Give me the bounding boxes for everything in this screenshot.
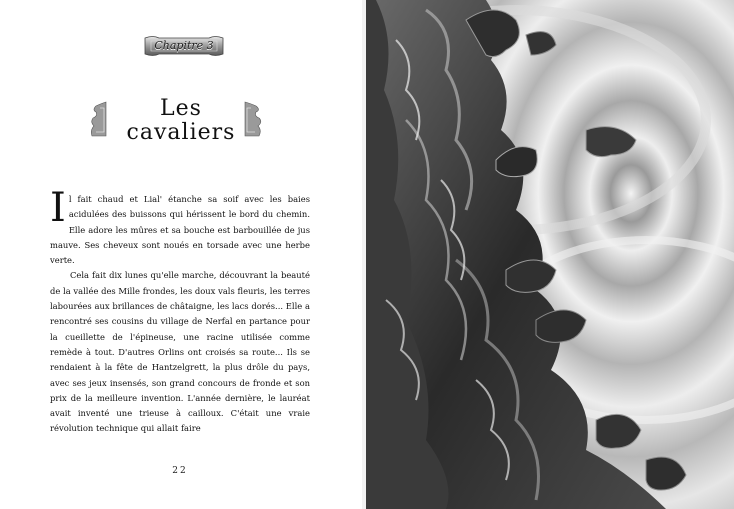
body-text bbox=[50, 185, 310, 437]
chapter-title bbox=[88, 96, 274, 150]
page-number: 22 bbox=[172, 466, 188, 476]
paragraph-2: Cela fait dix lunes qu'elle marche, découvrant la beauté de la vallée des Mille frondes, les doux vals fleuris, les terres labourées aux brillances de châtaigne, les lacs dorés... Elle a rencontré ses cousins du village de Nerfal en partance pour la cueillette de l'épineuse, une racine utilisée comme remède à tout. D'autres Orlins ont croisés sa route... Ils se rendaient à la fête de Hantzelgrett, la plus drôle du pays, avec ses jeux insensés, son grand concours de fronde et son prix de la meilleure invention. L'année dernière, le lauréat avait inventé une trieuse à cailloux. C'était une vraie révolution technique qui allait faire bbox=[50, 270, 310, 434]
drop-cap: I bbox=[50, 185, 66, 231]
paragraph-1-text: l fait chaud et Lial' étanche sa soif avec les baies acidulées des buissons qui hérissent le bord du chemin. Elle adore les mûres et sa bouche est barbouillée de jus mauve. Ses cheveux sont noués en torsade avec une herbe verte. bbox=[50, 194, 310, 266]
cavaliers-horses-illustration bbox=[366, 0, 734, 509]
chapter-plate bbox=[143, 33, 225, 59]
left-page bbox=[0, 0, 362, 509]
chapter-label: Chapitre 3 bbox=[154, 39, 214, 52]
title-line-1: Les bbox=[160, 96, 202, 121]
paragraph-1 bbox=[50, 185, 310, 268]
title-line-2: cavaliers bbox=[126, 120, 236, 145]
right-page-illustration bbox=[366, 0, 734, 509]
